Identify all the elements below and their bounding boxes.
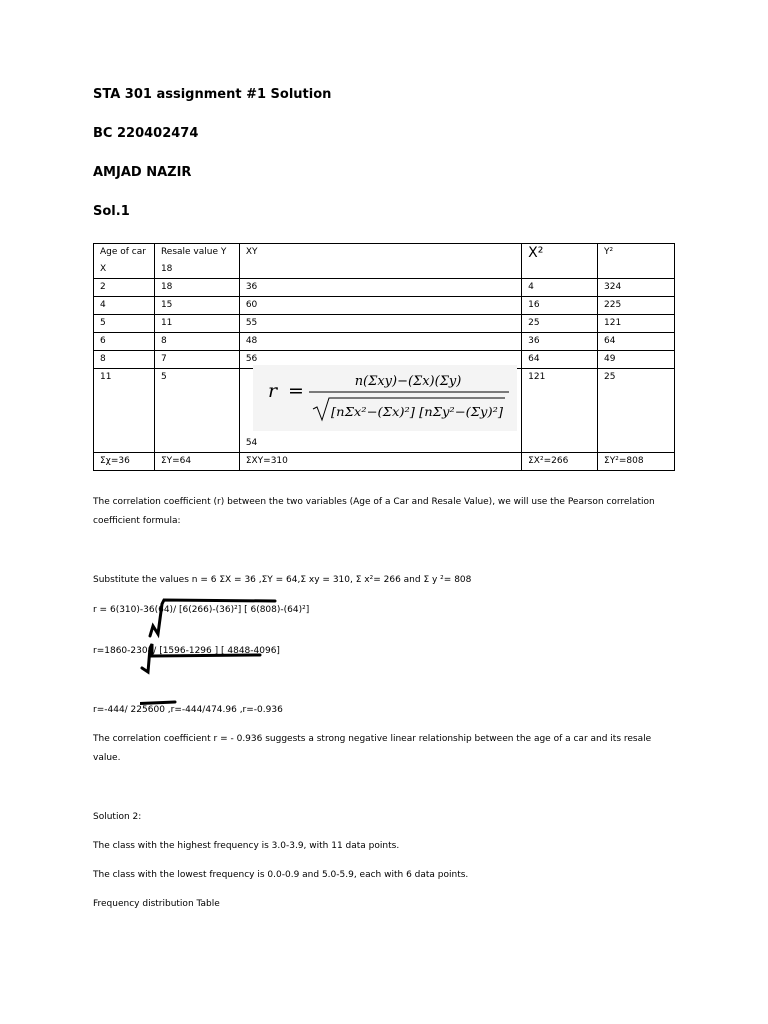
header-resale (154, 244, 239, 279)
cell-y: 15 (154, 297, 239, 315)
substitute-line: Substitute the values n = 6 ΣX = 36 ,ΣY = 64,Σ xy = 310, Σ x²= 266 and Σ y ²= 808 (93, 575, 472, 585)
data-table (93, 243, 675, 471)
cell-x2: 64 (522, 351, 598, 369)
header-age-line1: Age of car (100, 247, 146, 257)
cell-y2: 49 (598, 351, 675, 369)
table-row (94, 297, 675, 315)
handdrawn-sqrt-marks (140, 596, 290, 736)
cell-xy: 60 (239, 297, 521, 315)
doc-title: STA 301 assignment #1 Solution (93, 87, 332, 102)
student-id: BC 220402474 (93, 126, 199, 141)
cell-x: 6 (94, 333, 155, 351)
cell-xy: 48 (239, 333, 521, 351)
cell-xy: 54 (239, 369, 521, 453)
step-3-line: r=-444/ 225600 ,r=-444/474.96 ,r=-0.936 (93, 705, 283, 715)
cell-x: 2 (94, 279, 155, 297)
total-y2: ΣY²=808 (598, 453, 675, 471)
table-row (94, 279, 675, 297)
header-age (94, 244, 155, 279)
lowest-frequency-line: The class with the lowest frequency is 0.0-0.9 and 5.0-5.9, each with 6 data points. (93, 870, 469, 880)
cell-x2: 16 (522, 297, 598, 315)
table-totals-row (94, 453, 675, 471)
step-2-line: r=1860-2304/ [1596-1296 ] [ 4848-4096] (93, 646, 280, 656)
cell-x: 4 (94, 297, 155, 315)
cell-x2: 4 (522, 279, 598, 297)
cell-y2: 64 (598, 333, 675, 351)
cell-y: 5 (154, 369, 239, 453)
frequency-table-caption: Frequency distribution Table (93, 899, 220, 909)
header-resale-line1: Resale value Y (160, 247, 227, 257)
cell-x2: 121 (522, 369, 598, 453)
cell-y2: 225 (598, 297, 675, 315)
cell-x: 8 (94, 351, 155, 369)
cell-y2: 324 (598, 279, 675, 297)
pearson-formula-image (253, 365, 517, 431)
intro-paragraph: The correlation coefficient (r) between the two variables (Age of a Car and Resale Value), we will use the Pearson correlation coefficient formula: (93, 497, 655, 526)
total-y: ΣY=64 (154, 453, 239, 471)
total-x2: ΣX²=266 (522, 453, 598, 471)
cell-xy: 55 (239, 315, 521, 333)
cell-y: 18 (154, 279, 239, 297)
formula-denominator: [nΣx²−(Σx)²] [nΣy²−(Σy)²] (331, 405, 504, 419)
cell-xy: 56 (239, 351, 521, 369)
cell-y: 8 (154, 333, 239, 351)
cell-x2: 36 (522, 333, 598, 351)
step-1-line: r = 6(310)-36(64)/ [6(266)-(36)²] [ 6(808)-(64)²] (93, 605, 310, 615)
formula-svg (253, 365, 517, 431)
cell-y2: 25 (598, 369, 675, 453)
formula-lhs: r (268, 380, 278, 402)
table-row (94, 315, 675, 333)
header-x2-label: X² (528, 245, 544, 261)
header-y2: Y² (598, 244, 675, 279)
table-row (94, 333, 675, 351)
solution-2-heading: Solution 2: (93, 812, 142, 822)
handdrawn-sqrt-2-icon (142, 644, 260, 672)
highest-frequency-line: The class with the highest frequency is 3.0-3.9, with 11 data points. (93, 841, 400, 851)
cell-y: 11 (154, 315, 239, 333)
conclusion-paragraph: The correlation coefficient r = - 0.936 suggests a strong negative linear relationship between the age of a car and its resale value. (93, 734, 652, 763)
header-age-line2: X (100, 264, 107, 274)
handdrawn-sqrt-1-icon (150, 600, 275, 636)
total-xy: ΣXY=310 (239, 453, 521, 471)
cell-y: 7 (154, 351, 239, 369)
total-x: Σχ=36 (94, 453, 155, 471)
formula-equals: = (288, 380, 304, 402)
cell-x: 5 (94, 315, 155, 333)
cell-x: 11 (94, 369, 155, 453)
cell-xy: 36 (239, 279, 521, 297)
cell-y2: 121 (598, 315, 675, 333)
header-xy: XY (239, 244, 521, 279)
header-x2 (522, 244, 598, 279)
formula-numerator: n(Σxy)−(Σx)(Σy) (354, 374, 462, 389)
solution-1-heading: Sol.1 (93, 204, 130, 219)
cell-x2: 25 (522, 315, 598, 333)
student-name: AMJAD NAZIR (93, 165, 192, 180)
handdrawn-sqrt-3-icon (140, 702, 175, 730)
header-resale-line2: 18 (160, 264, 173, 274)
table-header-row (94, 244, 675, 279)
